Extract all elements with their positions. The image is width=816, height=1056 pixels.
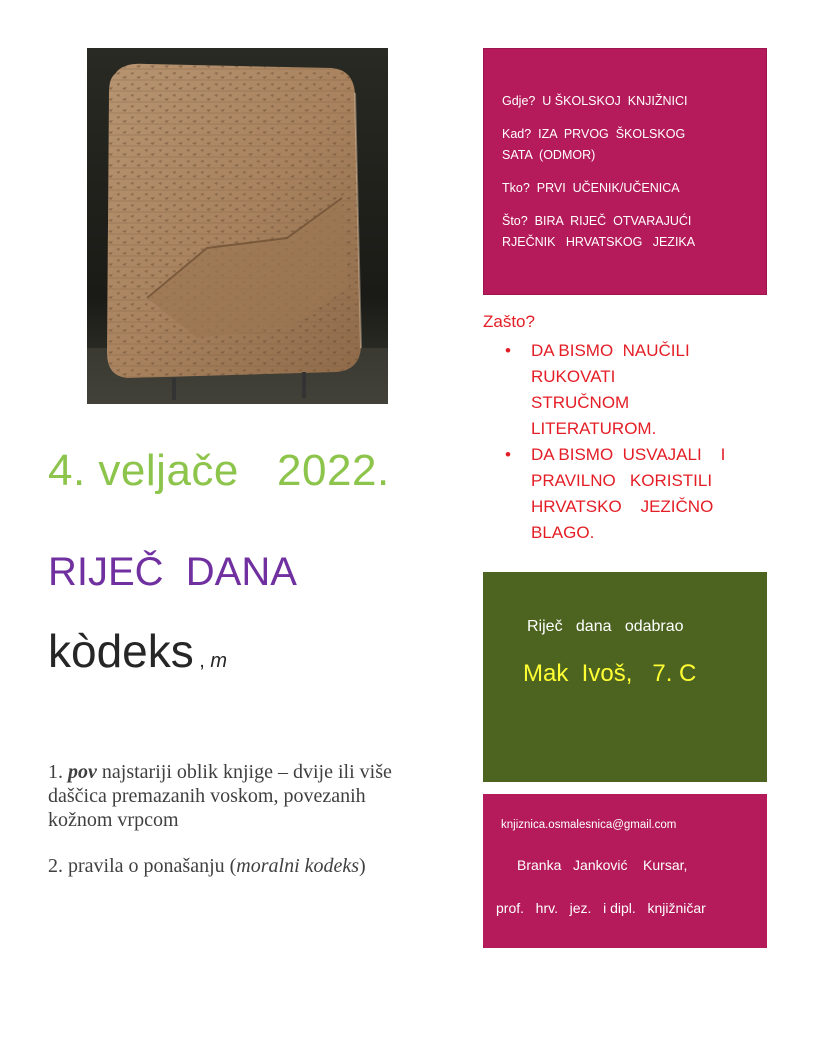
definition-2-prefix: 2. pravila o ponašanju ( bbox=[48, 855, 237, 877]
bullet-icon: • bbox=[505, 445, 511, 464]
author-label: Riječ dana odabrao bbox=[527, 618, 684, 635]
info-when: Kad? IZA PRVOG ŠKOLSKOG SATA (ODMOR) bbox=[502, 127, 686, 162]
definition-1-qualifier: pov bbox=[68, 761, 97, 783]
author-box bbox=[483, 572, 767, 782]
definition-1 bbox=[48, 760, 428, 832]
word-of-the-day-heading: RIJEČ DANA bbox=[48, 550, 297, 594]
author-name: Mak Ivoš, 7. C bbox=[523, 660, 697, 687]
bullet-icon: • bbox=[505, 341, 511, 360]
why-item bbox=[483, 338, 773, 442]
info-what: Što? BIRA RIJEČ OTVARAJUĆI RJEČNIK HRVATSKOG JEZIKA bbox=[502, 214, 696, 249]
info-box bbox=[483, 48, 767, 295]
why-item-text: DA BISMO NAUČILI RUKOVATI STRUČNOM LITERATUROM. bbox=[531, 341, 690, 438]
definition-2-suffix: ) bbox=[359, 855, 366, 877]
clay-tablet-photo bbox=[87, 48, 388, 404]
librarian-title: prof. hrv. jez. i dipl. knjižničar bbox=[496, 900, 706, 916]
info-who: Tko? PRVI UČENIK/UČENICA bbox=[502, 181, 680, 195]
headword: kòdeks bbox=[48, 625, 194, 677]
clay-tablet-illustration bbox=[87, 48, 388, 404]
why-item bbox=[483, 442, 773, 546]
grammatical-gender: m bbox=[210, 650, 228, 672]
contact-box bbox=[483, 794, 767, 948]
info-where: Gdje? U ŠKOLSKOJ KNJIŽNICI bbox=[502, 94, 688, 108]
definition-2 bbox=[48, 854, 428, 878]
why-list bbox=[483, 338, 773, 546]
why-title: Zašto? bbox=[483, 312, 535, 331]
why-section bbox=[483, 312, 773, 546]
contact-email: knjiznica.osmalesnica@gmail.com bbox=[501, 819, 677, 831]
headword-line bbox=[48, 624, 227, 678]
definition-1-text: najstariji oblik knjige – dvije ili više daščica premazanih voskom, povezanih kožnom vrpcom bbox=[48, 761, 392, 831]
librarian-name: Branka Janković Kursar, bbox=[517, 857, 688, 873]
definition-2-example: moralni kodeks bbox=[236, 855, 360, 877]
why-item-text: DA BISMO USVAJALI I PRAVILNO KORISTILI HRVATSKO JEZIČNO BLAGO. bbox=[531, 445, 726, 542]
date-heading: 4. veljače 2022. bbox=[48, 446, 390, 495]
definition-1-number: 1. bbox=[48, 761, 63, 783]
gender-separator: , bbox=[193, 650, 211, 672]
